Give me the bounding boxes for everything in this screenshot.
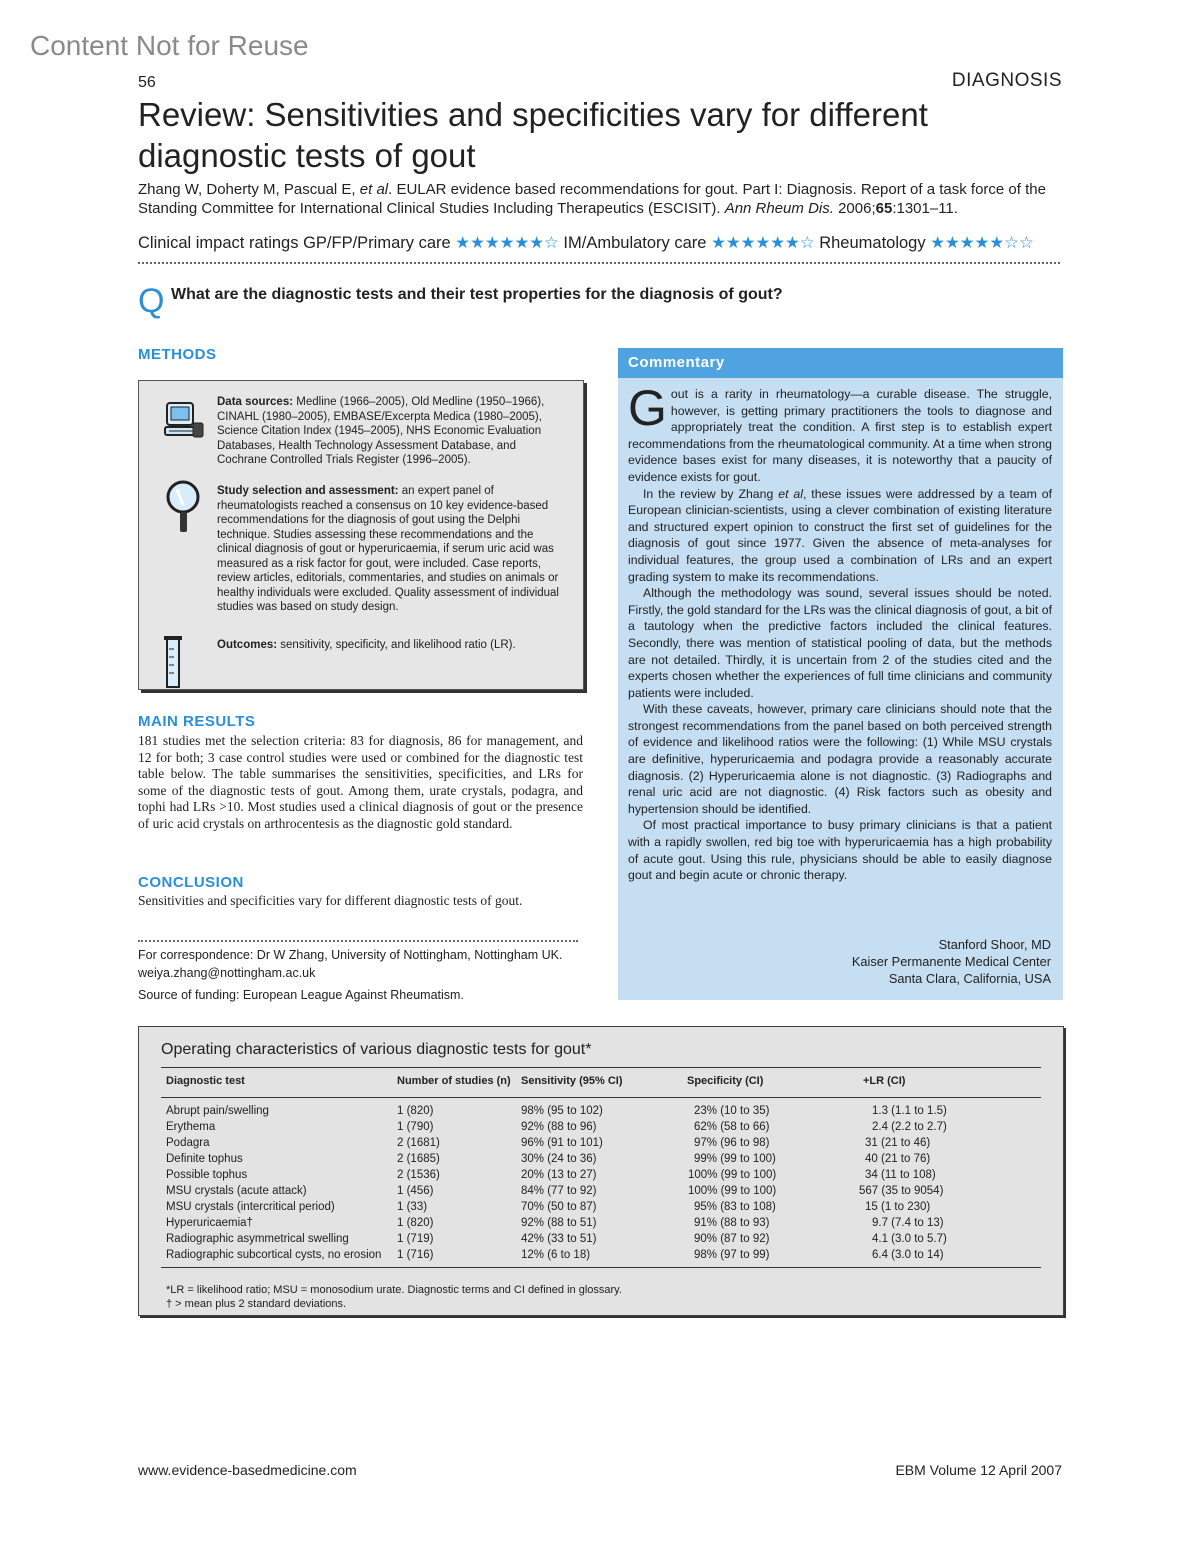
table-top-rule — [161, 1067, 1041, 1068]
dotted-divider-left — [138, 940, 578, 942]
table-header-lr: +LR (CI) — [863, 1075, 906, 1087]
cell-studies: 2 (1681) — [397, 1137, 440, 1149]
footer-website[interactable]: www.evidence-basedmedicine.com — [138, 1462, 357, 1478]
cell-sensitivity: 20% (13 to 27) — [521, 1169, 597, 1181]
commentary-p2-etal: et al — [778, 486, 803, 501]
table-row — [166, 1167, 1026, 1183]
cell-studies: 1 (33) — [397, 1201, 428, 1213]
table-header-test: Diagnostic test — [166, 1075, 245, 1087]
cell-specificity: 97% (96 to 98) — [694, 1137, 770, 1149]
citation — [138, 180, 1066, 218]
cell-test: Possible tophus — [166, 1169, 248, 1181]
cell-lr: 1.3 (1.1 to 1.5) — [872, 1105, 947, 1117]
commentary-p1-text: out is a rarity in rheumatology—a curable disease. The struggle, however, is getting primary practitioners the tools to diagnose and appropriately treat the condition. A first step is to establish expert recommendations from the rheumatological community. At a time when strong evidence bases exist for many diseases, it is noteworthy that a paucity of evidence exists for gout. — [628, 387, 1052, 484]
cell-sensitivity: 92% (88 to 51) — [521, 1217, 597, 1229]
study-selection-label: Study selection and assessment: — [217, 485, 399, 497]
cell-studies: 2 (1685) — [397, 1153, 440, 1165]
citation-etal: et al — [359, 181, 389, 198]
table-row — [166, 1247, 1026, 1263]
cell-lr: 6.4 (3.0 to 14) — [872, 1249, 944, 1261]
cell-test: Abrupt pain/swelling — [166, 1105, 269, 1117]
funding: Source of funding: European League Against Rheumatism. — [138, 988, 464, 1002]
cell-sensitivity: 84% (77 to 92) — [521, 1185, 597, 1197]
cell-test: Podagra — [166, 1137, 210, 1149]
table-row — [166, 1151, 1026, 1167]
cell-sensitivity: 42% (33 to 51) — [521, 1233, 597, 1245]
table-row — [166, 1231, 1026, 1247]
question-letter: Q — [138, 282, 165, 320]
cell-lr: 4.1 (3.0 to 5.7) — [872, 1233, 947, 1245]
citation-volume: 65 — [875, 200, 893, 217]
ratings-gp-stars: ★★★★★★☆ — [455, 234, 559, 252]
table-footnotes — [166, 1283, 622, 1311]
data-sources-label: Data sources: — [217, 396, 294, 408]
data-sources — [217, 395, 569, 468]
ratings-rheum-stars: ★★★★★☆☆ — [930, 234, 1034, 252]
commentary-author: Stanford Shoor, MD — [938, 937, 1051, 952]
citation-authors: Zhang W, Doherty M, Pascual E, — [138, 181, 356, 198]
commentary-p4: With these caveats, however, primary care clinicians should note that the strongest recommendations from the panel based on both perceived strength of evidence and likelihood ratios were the following: (1) While MSU crystals are definitive, hyperuricaemia and podagra provide a reasonably accurate diagnosis. (2) Hyperuricaemia alone is not diagnostic. (3) Radiographs and renal uric acid are not diagnostic. (4) Risk factors such as obesity and hypertension should be identified. — [628, 702, 1052, 816]
main-results-text: 181 studies met the selection criteria: 83 for diagnosis, 86 for management, and 12 for both; 3 case control studies were used or combined for the diagnostic test table below. The table summarises the sensitivities, specificities, and LRs for some of the diagnostic tests of gout. Among them, urate crystals, podagra, and tophi had LRs >10. Most studies used a clinical diagnosis of gout or the presence of uric acid crystals on arthrocentesis as the diagnostic gold standard. — [138, 733, 583, 831]
correspondence: For correspondence: Dr W Zhang, University of Nottingham, Nottingham UK. weiya.zhang@nottingham.ac.uk — [138, 948, 563, 980]
cell-lr: 34 (11 to 108) — [865, 1169, 936, 1181]
ratings-im-label: IM/Ambulatory care — [563, 234, 707, 252]
data-sources-text: Medline (1966–2005), Old Medline (1950–1966), CINAHL (1980–2005), EMBASE/Excerpta Medica (1980–2005), Science Citation Index (1945–2005), NHS Economic Evaluation Databases, Health Technology Assessment Database, and Cochrane Controlled Trials Register (1996–2005). — [217, 396, 545, 466]
methods-heading: METHODS — [138, 346, 217, 363]
article-title: Review: Sensitivities and specificities vary for different diagnostic tests of gout — [138, 96, 928, 174]
table-header-sensitivity: Sensitivity (95% CI) — [521, 1075, 623, 1087]
commentary-body — [628, 380, 1053, 884]
cell-studies: 2 (1536) — [397, 1169, 440, 1181]
commentary-affiliation: Kaiser Permanente Medical Center — [851, 954, 1051, 969]
commentary-signature — [852, 936, 1051, 987]
outcomes-label: Outcomes: — [217, 639, 278, 651]
cell-lr: 40 (21 to 76) — [865, 1153, 931, 1165]
cell-specificity: 62% (58 to 66) — [694, 1121, 770, 1133]
outcomes — [217, 638, 569, 653]
table-row — [166, 1103, 1026, 1119]
cell-test: Radiographic asymmetrical swelling — [166, 1233, 349, 1245]
clinical-impact-ratings — [138, 233, 1068, 253]
cell-sensitivity: 92% (88 to 96) — [521, 1121, 597, 1133]
cell-test: MSU crystals (intercritical period) — [166, 1201, 335, 1213]
citation-pages: :1301–11. — [892, 200, 958, 217]
table-header-specificity: Specificity (CI) — [687, 1075, 764, 1087]
commentary-location: Santa Clara, California, USA — [888, 971, 1051, 986]
ratings-label: Clinical impact ratings — [138, 234, 299, 252]
cell-specificity: 95% (83 to 108) — [694, 1201, 776, 1213]
commentary-p3: Although the methodology was sound, several issues should be noted. Firstly, the gold standard for the LRs was the clinical diagnosis of gout, a bit of a tautology when the predictive factors included the clinical features. Secondly, there was mention of statistical pooling of data, but the methods are not detailed. Thirdly, it is uncertain from 2 of the studies cited and the experts chosen whether the experiences of full time clinicians and community patients were included. — [628, 586, 1052, 700]
table-footnote-2: † > mean plus 2 standard deviations. — [166, 1298, 347, 1310]
outcomes-text: sensitivity, specificity, and likelihood ratio (LR). — [280, 639, 516, 651]
main-results-heading: MAIN RESULTS — [138, 713, 256, 730]
cell-specificity: 100% (99 to 100) — [688, 1169, 777, 1181]
cell-lr: 15 (1 to 230) — [865, 1201, 931, 1213]
commentary-heading: Commentary — [618, 348, 1063, 378]
table-row — [166, 1215, 1026, 1231]
drop-cap: G — [628, 380, 667, 436]
table-title: Operating characteristics of various diagnostic tests for gout* — [161, 1041, 592, 1058]
methods-box — [138, 380, 584, 690]
commentary-p5: Of most practical importance to busy primary clinicians is that a patient with a rapidly swollen, red big toe with hyperuricaemia has a high probability of acute gout. Using this rule, physicians should be able to easily diagnose gout and begin acute or chronic therapy. — [628, 818, 1052, 883]
cell-studies: 1 (719) — [397, 1233, 434, 1245]
ratings-gp-label: GP/FP/Primary care — [303, 234, 451, 252]
citation-year: 2006; — [838, 200, 876, 217]
cell-test: MSU crystals (acute attack) — [166, 1185, 307, 1197]
cell-lr: 31 (21 to 46) — [865, 1137, 931, 1149]
cell-sensitivity: 96% (91 to 101) — [521, 1137, 603, 1149]
cell-studies: 1 (820) — [397, 1105, 434, 1117]
computer-icon — [163, 401, 205, 446]
conclusion-text: Sensitivities and specificities vary for different diagnostic tests of gout. — [138, 893, 523, 908]
table-row — [166, 1119, 1026, 1135]
cell-specificity: 100% (99 to 100) — [688, 1185, 777, 1197]
cell-lr: 2.4 (2.2 to 2.7) — [872, 1121, 947, 1133]
cell-specificity: 23% (10 to 35) — [694, 1105, 770, 1117]
cell-sensitivity: 30% (24 to 36) — [521, 1153, 597, 1165]
citation-text: . EULAR evidence based recommendations for gout. Part I: Diagnosis. Report of a task force of the Standing Committee for International Clinical Studies Including Therapeutics (ESCISIT). — [138, 181, 1046, 217]
commentary-box — [618, 348, 1063, 1000]
commentary-p2-b: , these issues were addressed by a team of European clinician-scientists, using a clever combination of existing literature and structured expert opinion to construct the first set of guidelines for the diagnosis of gout since 1977. Given the absence of meta-analyses for individual features, the group used a combination of LRs and an expert grading system to make its recommendations. — [628, 486, 1053, 584]
cell-specificity: 91% (88 to 93) — [694, 1217, 770, 1229]
table-row — [166, 1183, 1026, 1199]
conclusion-heading: CONCLUSION — [138, 874, 244, 891]
cell-lr: 567 (35 to 9054) — [859, 1185, 944, 1197]
study-selection-text: an expert panel of rheumatologists reached a consensus on 10 key evidence-based recommendations for the diagnosis of gout using the Delphi technique. Studies assessing these recommendations and the clinical diagnosis of gout or hyperuricaemia, if serum uric acid was measured as a risk factor for gout, were included. Case reports, review articles, editorials, commentaries, and studies on animals or healthy individuals were excluded. Quality assessment of individual studies was based on study design. — [217, 485, 559, 613]
ratings-im-stars: ★★★★★★☆ — [711, 234, 815, 252]
cell-specificity: 90% (87 to 92) — [694, 1233, 770, 1245]
watermark: Content Not for Reuse — [30, 30, 309, 61]
cell-specificity: 99% (99 to 100) — [694, 1153, 776, 1165]
table-row — [166, 1135, 1026, 1151]
commentary-p1 — [628, 380, 1052, 486]
cell-studies: 1 (820) — [397, 1217, 434, 1229]
section-label: DIAGNOSIS — [951, 70, 1062, 91]
study-selection — [217, 484, 569, 615]
page-number: 56 — [138, 74, 156, 91]
test-tube-icon — [163, 635, 183, 694]
citation-journal: Ann Rheum Dis. — [724, 200, 834, 217]
cell-specificity: 98% (97 to 99) — [694, 1249, 770, 1261]
table-row — [166, 1199, 1026, 1215]
table-header-rule — [161, 1097, 1041, 1098]
table-header-studies: Number of studies (n) — [397, 1075, 511, 1087]
cell-test: Definite tophus — [166, 1153, 243, 1165]
cell-studies: 1 (716) — [397, 1249, 434, 1261]
cell-studies: 1 (456) — [397, 1185, 434, 1197]
cell-lr: 9.7 (7.4 to 13) — [872, 1217, 944, 1229]
ratings-rheum-label: Rheumatology — [819, 234, 926, 252]
cell-sensitivity: 12% (6 to 18) — [521, 1249, 591, 1261]
dotted-divider — [138, 262, 1060, 264]
operating-characteristics-table — [138, 1026, 1064, 1316]
commentary-p2 — [628, 486, 1052, 586]
table-body — [166, 1103, 1026, 1263]
footer-issue: EBM Volume 12 April 2007 — [895, 1462, 1062, 1478]
cell-test: Hyperuricaemia† — [166, 1217, 253, 1229]
cell-sensitivity: 98% (95 to 102) — [521, 1105, 603, 1117]
table-footnote-1: *LR = likelihood ratio; MSU = monosodium urate. Diagnostic terms and CI defined in glossary. — [166, 1284, 622, 1296]
cell-test: Radiographic subcortical cysts, no erosion — [166, 1249, 382, 1261]
cell-test: Erythema — [166, 1121, 216, 1133]
commentary-p2-a: In the review by Zhang — [643, 486, 774, 501]
cell-sensitivity: 70% (50 to 87) — [521, 1201, 597, 1213]
cell-studies: 1 (790) — [397, 1121, 434, 1133]
magnifier-icon — [163, 479, 203, 540]
question-text: What are the diagnostic tests and their test properties for the diagnosis of gout? — [171, 286, 783, 303]
table-bottom-rule — [161, 1267, 1041, 1268]
